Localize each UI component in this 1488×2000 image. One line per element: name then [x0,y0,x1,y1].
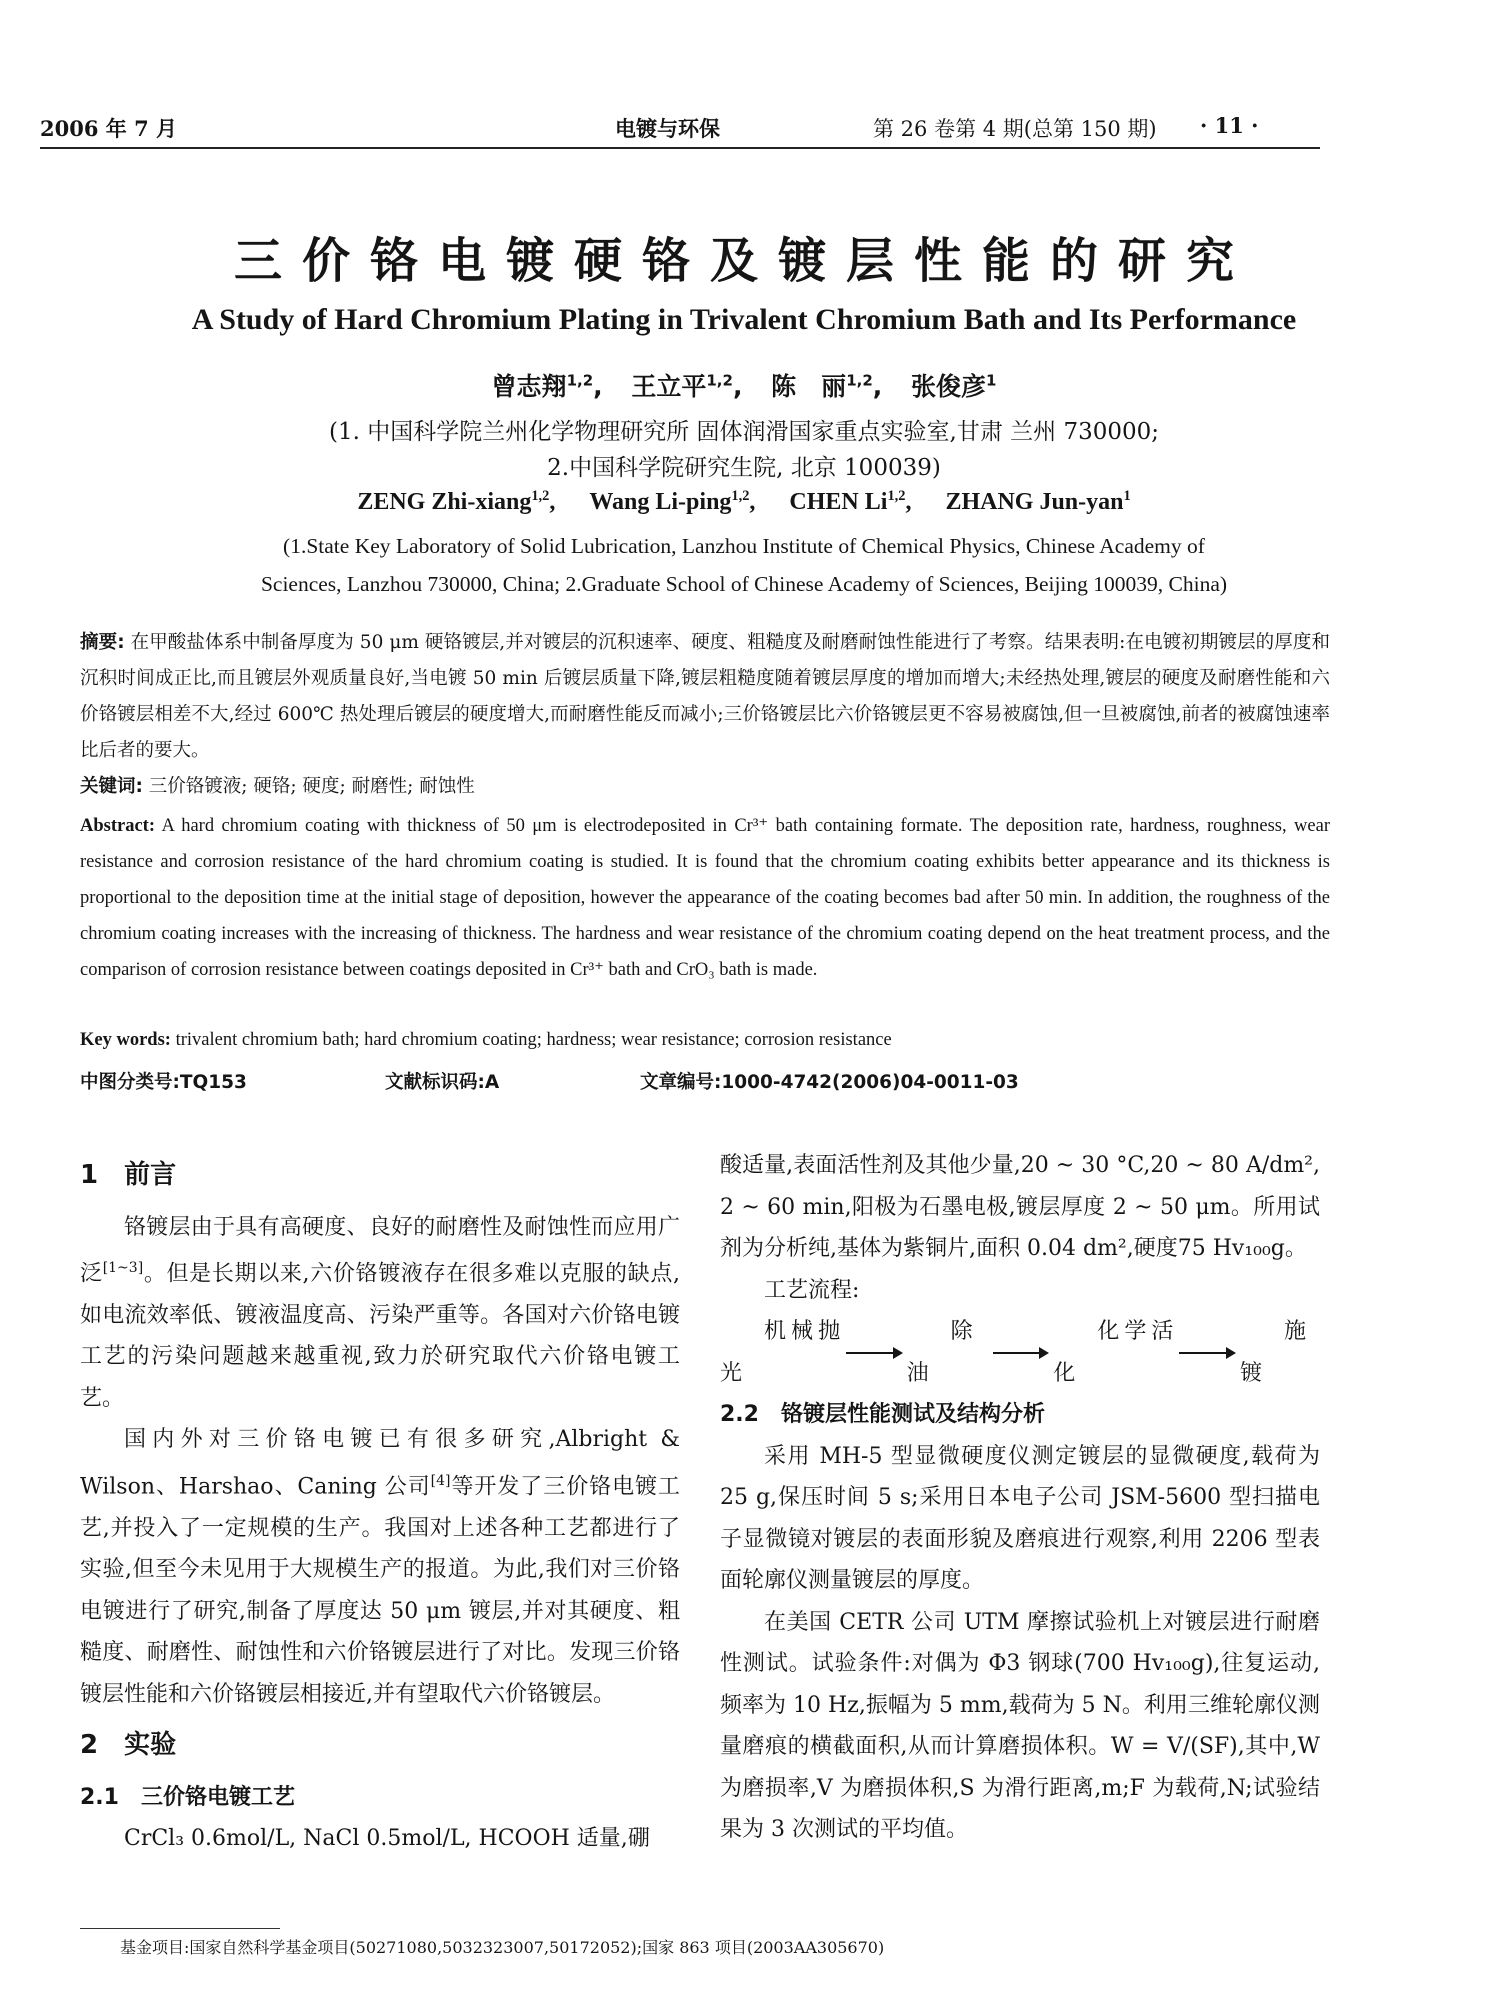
process-step-1: 机械抛光 [720,1319,841,1386]
author-en-1: ZENG Zhi-xiang$^{1,2}$, [357,488,556,515]
body-left-column [80,1145,680,1860]
citation-4: [4] [430,1472,451,1489]
abstract-cn [80,625,1330,805]
authors-en [0,488,1488,516]
citation-1-3: [1~3] [102,1260,144,1276]
keywords-en [80,1030,892,1051]
arrow-icon [993,1352,1048,1354]
section-2-title: 2 实验 [80,1730,177,1761]
author-en-3: CHEN Li$^{1,2}$, [789,488,912,515]
header-journal: 电镀与环保 [615,117,720,141]
author-en-4: ZHANG Jun-yan$^1$ [945,488,1131,515]
section-2-1-title: 2.1 三价铬电镀工艺 [80,1784,295,1810]
keywords-en-text: trivalent chromium bath; hard chromium coating; hardness; wear resistance; corrosion resistance [175,1030,892,1050]
header-issue: 第 26 卷第 4 期(总第 150 期) [873,117,1157,141]
affiliation-en-1: (1.State Key Laboratory of Solid Lubrication, Lanzhou Institute of Chemical Physics, Chinese Academy of [283,534,1205,558]
section-2-2-paragraph-1: 采用 MH-5 型显微硬度仪测定镀层的显微硬度,载荷为 25 g,保压时间 5 s;采用日本电子公司 JSM-5600 型扫描电子显微镜对镀层的表面形貌及磨痕进行观察,利用 2206 型表面轮廓仪测量镀层的厚度。 [720,1443,1320,1593]
affiliation-cn-1: (1. 中国科学院兰州化学物理研究所 固体润滑国家重点实验室,甘肃 兰州 730000; [328,419,1160,445]
author-en-2: Wang Li-ping$^{1,2}$, [589,488,756,515]
abstract-en-text: A hard chromium coating with thickness of 50 μm is electrodeposited in Cr³⁺ bath containing formate. The deposition rate, hardness, roughness, wear resistance and corrosion resistance of the hard chromium coating is studied. It is found that the chromium coating exhibits better appearance and its thickness is proportional to the deposition time at the initial stage of deposition, however the appearance of the coating becomes bad after 50 min. In addition, the roughness of the chromium coating increases with the increasing of thickness. The hardness and wear resistance of the chromium coating depend on the heat treatment process, and the comparison of corrosion resistance between coatings deposited in Cr³⁺ bath and CrO₃ bath is made. [80,816,1330,980]
abstract-en-label: Abstract: [80,816,156,836]
affiliation-cn-2: 2.中国科学院研究生院, 北京 100039) [547,455,941,481]
process-label: 工艺流程: [764,1277,860,1303]
abstract-en [80,808,1330,988]
process-flow [720,1311,1320,1394]
header-date: 2006 年 7 月 [40,116,177,141]
section-1-title: 1 前言 [80,1160,177,1190]
funding-footnote: 基金项目:国家自然科学基金项目(50271080,5032323007,50172052);国家 863 项目(2003AA305670) [120,1938,885,1957]
keywords-cn-label: 关键词: [80,776,143,797]
header-rule [40,147,1320,149]
author-cn-1: 曾志翔$^{1,2}$, [491,371,603,401]
abstract-cn-label: 摘要: [80,632,125,653]
section-2-1-paragraph: CrCl₃ 0.6mol/L, NaCl 0.5mol/L, HCOOH 适量,硼 [124,1826,650,1852]
authors-cn [0,367,1488,403]
keywords-en-label: Key words: [80,1030,171,1050]
keywords-cn-text: 三价铬镀液; 硬铬; 硬度; 耐磨性; 耐蚀性 [148,776,475,797]
process-step-4: 施镀 [1239,1319,1306,1386]
article-number: 文章编号:1000-4742(2006)04-0011-03 [640,1072,1019,1093]
affiliation-en-2: Sciences, Lanzhou 730000, China; 2.Graduate School of Chinese Academy of Sciences, Beijing 100039, China) [260,572,1228,596]
author-cn-4: 张俊彦$^1$ [910,371,997,401]
section-2-2-paragraph-2: 在美国 CETR 公司 UTM 摩擦试验机上对镀层进行耐磨性测试。试验条件:对偶为 Φ3 钢球(700 Hv₁₀₀g),往复运动,频率为 10 Hz,振幅为 5 mm,载荷为 5 N。利用三维轮廓仪测量磨痕的横截面积,从而计算磨损体积。W = V/(SF),其中,W 为磨损率,V 为磨损体积,S 为滑行距离,m;F 为载荷,N;试验结果为 3 次测试的平均值。 [720,1609,1320,1842]
body-right-column [720,1145,1320,1851]
plating-conditions: 酸适量,表面活性剂及其他少量,20 ~ 30 °C,20 ~ 80 A/dm², 2 ~ 60 min,阳极为石墨电极,镀层厚度 2 ~ 50 μm。所用试剂为分析纯,基体为紫铜片,面积 0.04 dm²,硬度75 Hv₁₀₀g。 [720,1153,1320,1261]
document-code: 文献标识码:A [385,1072,500,1093]
arrow-icon [846,1352,901,1354]
process-step-3: 化学活化 [1053,1319,1174,1386]
header-page: · 11 · [1200,113,1259,138]
section-1-paragraph-1: 铬镀层由于具有高硬度、良好的耐磨性及耐蚀性而应用广泛[1~3]。但是长期以来,六价铬镀液存在很多难以克服的缺点,如电流效率低、镀液温度高、污染严重等。各国对六价铬电镀工艺的污染问题越来越重视,致力於研究取代六价铬电镀工艺。 [80,1214,680,1411]
author-cn-3: 陈 丽$^{1,2}$, [771,371,883,401]
section-2-2-title: 2.2 铬镀层性能测试及结构分析 [720,1402,1045,1427]
section-1-paragraph-2: 国内外对三价铬电镀已有很多研究,Albright & Wilson、Harshao、Caning 公司[4]等开发了三价铬电镀工艺,并投入了一定规模的生产。我国对上述各种工艺都进行了实验,但至今未见用于大规模生产的报道。为此,我们对三价铬电镀进行了研究,制备了厚度达 50 μm 镀层,并对其硬度、粗糙度、耐磨性、耐蚀性和六价铬镀层进行了对比。发现三价铬镀层性能和六价铬镀层相接近,并有望取代六价铬镀层。 [80,1427,680,1707]
abstract-cn-text: 在甲酸盐体系中制备厚度为 50 μm 硬铬镀层,并对镀层的沉积速率、硬度、粗糙度及耐磨耐蚀性能进行了考察。结果表明:在电镀初期镀层的厚度和沉积时间成正比,而且镀层外观质量良好,当电镀 50 min 后镀层质量下降,镀层粗糙度随着镀层厚度的增加而增大;未经热处理,镀层的硬度及耐磨性能和六价铬镀层相差不大,经过 600℃ 热处理后镀层的硬度增大,而耐磨性能反而减小;三价铬镀层比六价铬镀层更不容易被腐蚀,但一旦被腐蚀,前者的被腐蚀速率比后者的要大。 [80,632,1330,761]
footnote-rule [80,1928,280,1929]
title-cn: 三价铬电镀硬铬及镀层性能的研究 [233,233,1254,289]
title-en: A Study of Hard Chromium Plating in Trivalent Chromium Bath and Its Performance [191,303,1297,336]
clc-number: 中图分类号:TQ153 [80,1072,247,1093]
arrow-icon [1179,1352,1234,1354]
author-cn-2: 王立平$^{1,2}$, [631,371,743,401]
process-step-2: 除油 [906,1319,973,1386]
keywords-cn [80,769,1330,805]
